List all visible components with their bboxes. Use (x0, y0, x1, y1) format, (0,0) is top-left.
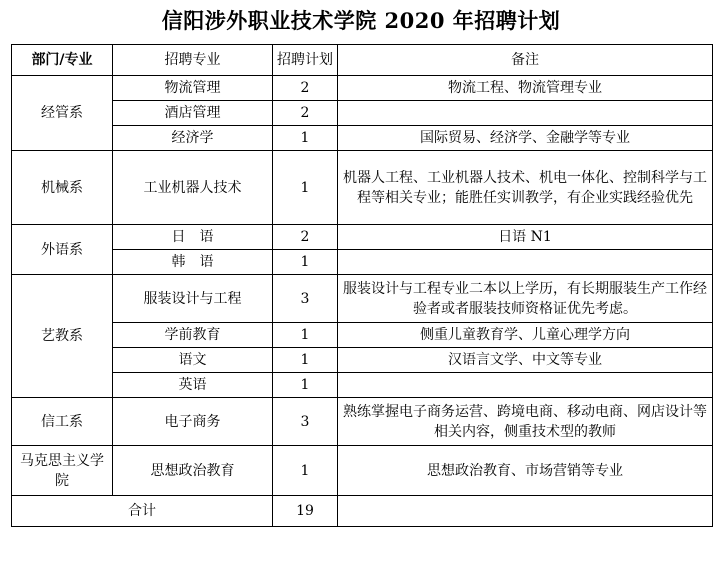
header-dept: 部门/专业 (12, 45, 113, 76)
major-cell: 韩 语 (113, 250, 273, 275)
major-cell: 电子商务 (113, 398, 273, 446)
plan-cell: 2 (273, 101, 338, 126)
major-cell: 工业机器人技术 (113, 151, 273, 225)
plan-cell: 3 (273, 398, 338, 446)
table-row (12, 275, 713, 323)
plan-cell: 1 (273, 348, 338, 373)
dept-cell-yijiao: 艺教系 (12, 275, 113, 398)
dept-cell-jingguan: 经管系 (12, 76, 113, 151)
page-title: 信阳涉外职业技术学院 2020 年招聘计划 (161, 8, 561, 33)
dept-cell-waiyu: 外语系 (12, 225, 113, 275)
major-cell: 思想政治教育 (113, 446, 273, 496)
dept-cell-jixie: 机械系 (12, 151, 113, 225)
notes-cell: 日语 N1 (338, 225, 713, 250)
total-value: 19 (273, 496, 338, 527)
table-row (12, 101, 713, 126)
table-row (12, 126, 713, 151)
major-cell: 英语 (113, 373, 273, 398)
major-cell: 语文 (113, 348, 273, 373)
table-row (12, 151, 713, 225)
dept-cell-xingong: 信工系 (12, 398, 113, 446)
notes-cell: 服装设计与工程专业二本以上学历，有长期服装生产工作经验者或者服装技师资格证优先考虑。 (338, 275, 713, 323)
table-header-row (12, 45, 713, 76)
plan-cell: 1 (273, 151, 338, 225)
plan-cell: 2 (273, 76, 338, 101)
notes-cell: 物流工程、物流管理专业 (338, 76, 713, 101)
plan-cell: 1 (273, 373, 338, 398)
table-row (12, 76, 713, 101)
table-row (12, 348, 713, 373)
notes-cell: 侧重儿童教育学、儿童心理学方向 (338, 323, 713, 348)
major-cell: 经济学 (113, 126, 273, 151)
notes-cell: 机器人工程、工业机器人技术、机电一体化、控制科学与工程等相关专业；能胜任实训教学，有企业实践经验优先 (338, 151, 713, 225)
plan-cell: 2 (273, 225, 338, 250)
table-row (12, 398, 713, 446)
table-row (12, 446, 713, 496)
plan-cell: 1 (273, 323, 338, 348)
table-row (12, 225, 713, 250)
major-cell: 学前教育 (113, 323, 273, 348)
notes-cell: 熟练掌握电子商务运营、跨境电商、移动电商、网店设计等相关内容，侧重技术型的教师 (338, 398, 713, 446)
major-cell: 酒店管理 (113, 101, 273, 126)
header-major: 招聘专业 (113, 45, 273, 76)
header-plan: 招聘计划 (273, 45, 338, 76)
notes-cell: 汉语言文学、中文等专业 (338, 348, 713, 373)
header-notes: 备注 (338, 45, 713, 76)
recruitment-table (11, 44, 713, 527)
total-label: 合计 (12, 496, 273, 527)
plan-cell: 3 (273, 275, 338, 323)
total-row (12, 496, 713, 527)
notes-cell (338, 250, 713, 275)
major-cell: 物流管理 (113, 76, 273, 101)
total-notes-empty (338, 496, 713, 527)
notes-cell (338, 101, 713, 126)
plan-cell: 1 (273, 250, 338, 275)
notes-cell (338, 373, 713, 398)
plan-cell: 1 (273, 446, 338, 496)
notes-cell: 思想政治教育、市场营销等专业 (338, 446, 713, 496)
dept-cell-makesi: 马克思主义学院 (12, 446, 113, 496)
major-cell: 日 语 (113, 225, 273, 250)
plan-cell: 1 (273, 126, 338, 151)
notes-cell: 国际贸易、经济学、金融学等专业 (338, 126, 713, 151)
major-cell: 服装设计与工程 (113, 275, 273, 323)
table-row (12, 323, 713, 348)
table-row (12, 373, 713, 398)
table-row (12, 250, 713, 275)
